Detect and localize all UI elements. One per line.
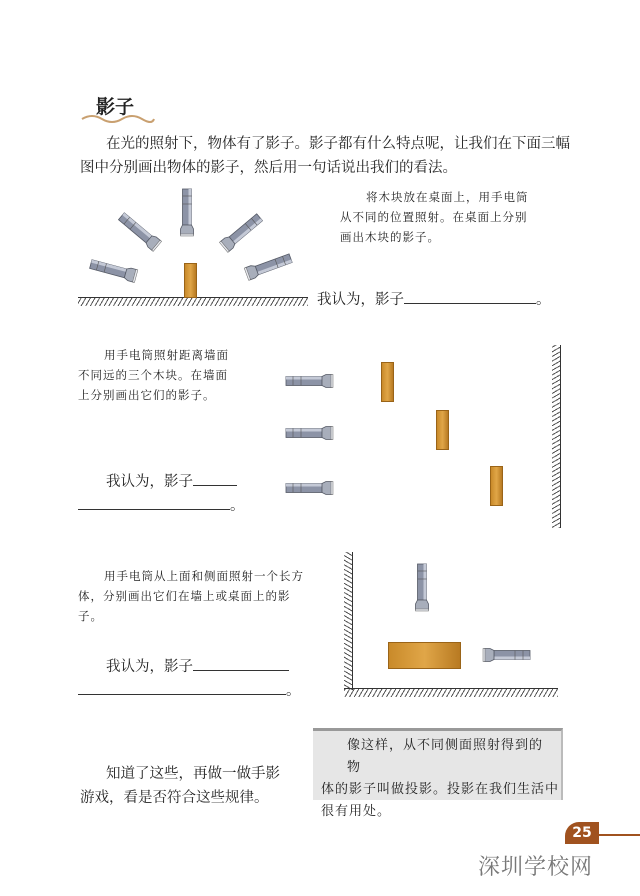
flashlight-icon <box>286 375 333 388</box>
task1-instruction-3: 画出木块的影子。 <box>340 230 440 244</box>
answer-blank-2[interactable] <box>78 495 230 510</box>
answer-suffix: 。 <box>536 292 551 308</box>
intro-line-1: 在光的照射下，物体有了影子。影子都有什么特点呢，让我们在下面三幅 <box>106 136 570 152</box>
watermark: 深圳学校网 <box>478 855 594 880</box>
wood-block-2 <box>436 410 449 450</box>
task2-instruction-3: 上分别画出它们的影子。 <box>78 388 216 402</box>
closing-line-2: 游戏，看是否符合这些规律。 <box>80 790 269 806</box>
answer-blank-2[interactable] <box>78 680 286 695</box>
task2-instruction-2: 不同远的三个木块。在墙面 <box>78 368 228 382</box>
answer-prefix: 我认为，影子 <box>106 659 193 675</box>
flashlight-icon <box>416 564 429 611</box>
answer-blank[interactable] <box>193 471 237 486</box>
answer-suffix: 。 <box>286 683 301 699</box>
page-number-rule <box>599 834 640 836</box>
note-line-2: 体的影子叫做投影。投影在我们生活中 <box>321 782 560 797</box>
wood-block-3 <box>490 466 503 506</box>
side-wall <box>344 552 353 690</box>
task1-instruction-1: 将木块放在桌面上，用手电筒 <box>366 190 529 204</box>
answer-prefix: 我认为，影子 <box>317 292 404 308</box>
answer-blank[interactable] <box>193 656 289 671</box>
cuboid-block <box>388 642 461 669</box>
closing-line-1: 知道了这些，再做一做手影 <box>106 766 280 782</box>
wall <box>552 345 561 528</box>
task3-instruction-3: 子。 <box>78 609 103 623</box>
note-line-1: 像这样，从不同侧面照射得到的物 <box>347 738 544 775</box>
answer-prefix: 我认为，影子 <box>106 474 193 490</box>
task3-instruction-2: 体，分别画出它们在墙上或桌面上的影 <box>78 589 291 603</box>
flashlight-icon <box>286 427 333 440</box>
flashlight-icon <box>117 211 161 251</box>
answer-blank[interactable] <box>404 289 536 304</box>
flashlight-icon <box>89 258 138 283</box>
intro-line-2: 图中分别画出物体的影子，然后用一句话说出我们的看法。 <box>80 160 457 176</box>
task3-answer-line-2 <box>78 679 301 703</box>
flashlight-icon <box>286 482 333 495</box>
task2-instruction-1: 用手电筒照射距离墙面 <box>104 348 229 362</box>
wood-block <box>184 263 197 298</box>
section-title: 影子 <box>96 96 135 118</box>
flashlight-icon <box>483 649 530 662</box>
note-line-3: 很有用处。 <box>321 804 392 819</box>
answer-suffix: 。 <box>230 498 245 514</box>
task2-answer-line-2 <box>78 494 245 518</box>
task3-answer-line-1 <box>106 655 289 679</box>
table-surface <box>78 297 308 306</box>
definition-note-box <box>313 728 563 819</box>
task3-instruction-1: 用手电筒从上面和侧面照射一个长方 <box>104 569 304 583</box>
flashlight-icon <box>181 189 194 236</box>
task1-instruction-2: 从不同的位置照射。在桌面上分别 <box>340 210 528 224</box>
wood-block-1 <box>381 362 394 402</box>
floor-surface <box>344 688 558 697</box>
flashlight-icon <box>219 212 263 252</box>
task1-answer <box>317 288 551 312</box>
task2-answer-line-1 <box>106 470 237 494</box>
flashlight-icon <box>244 252 293 280</box>
page-number: 25 <box>565 822 599 844</box>
